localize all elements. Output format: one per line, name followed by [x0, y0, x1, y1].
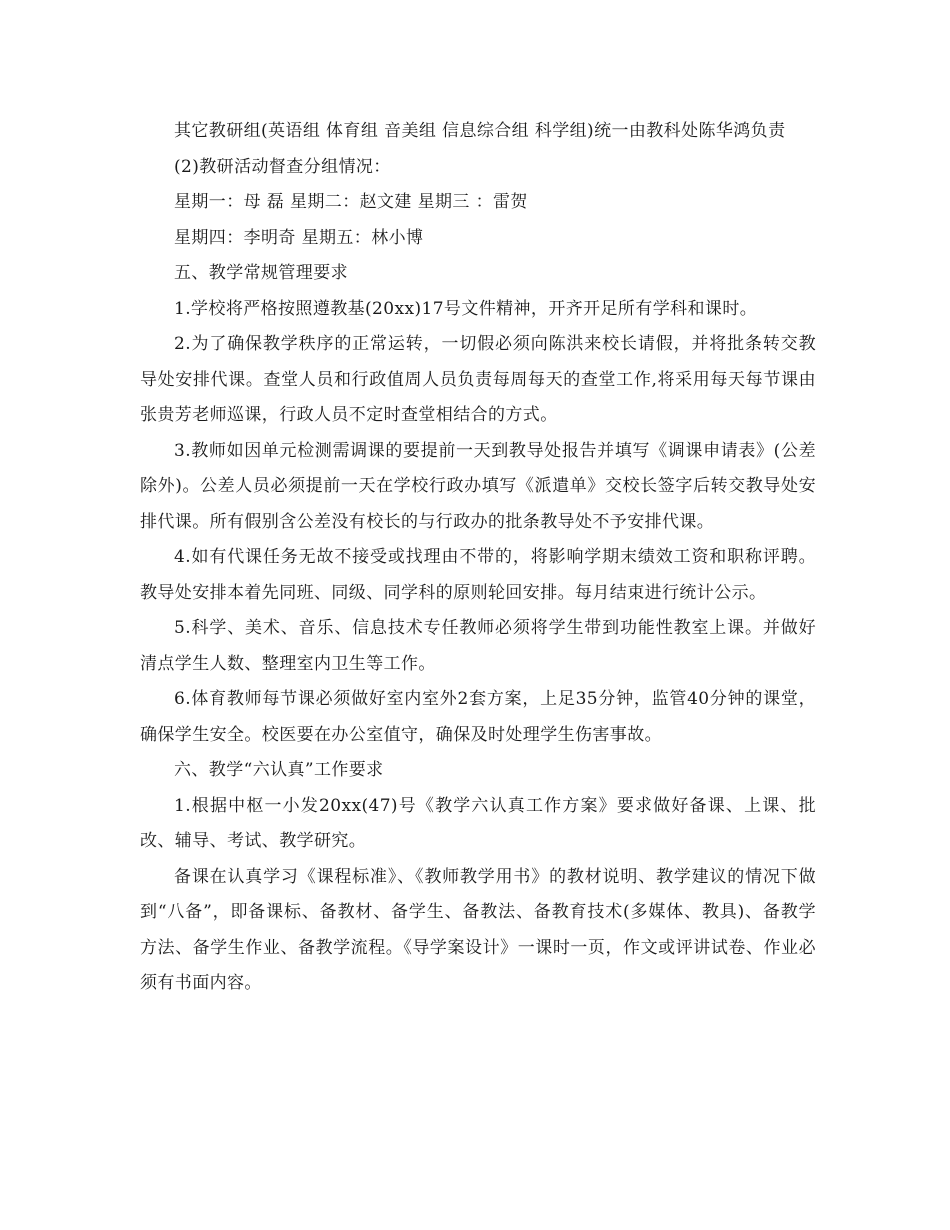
paragraph-item-4: 4.如有代课任务无故不接受或找理由不带的，将影响学期末绩效工资和职称评聘。教导处安排本着先同班、同级、同学科的原则轮回安排。每月结束进行统计公示。: [140, 547, 816, 603]
section-heading-six-earnest: 六、教学“六认真”工作要求: [174, 760, 384, 780]
paragraph-six-earnest-item-1: 1.根据中枢一小发20xx(47)号《教学六认真工作方案》要求做好备课、上课、批改、辅导、考试、教学研究。: [140, 795, 816, 851]
paragraph-other-groups: 其它教研组(英语组 体育组 音美组 信息综合组 科学组)统一由教科处陈华鸿负责: [174, 121, 786, 141]
paragraph-schedule-mon-wed: 星期一：母 磊 星期二：赵文建 星期三 ：雷贺: [174, 192, 528, 212]
paragraph-item-1: 1.学校将严格按照遵教基(20xx)17号文件精神，开齐开足所有学科和课时。: [174, 298, 758, 319]
paragraph-inspection-groups-heading: (2)教研活动督查分组情况：: [174, 156, 391, 177]
paragraph-schedule-thu-fri: 星期四：李明奇 星期五：林小博: [174, 227, 424, 248]
paragraph-item-2: 2.为了确保教学秩序的正常运转，一切假必须向陈洪来校长请假，并将批条转交教导处安排代课。查堂人员和行政值周人员负责每周每天的查堂工作,将采用每天每节课由张贵芳老师巡课，行政人员不定时查堂相结合的方式。: [140, 334, 816, 425]
paragraph-item-6: 6.体育教师每节课必须做好室内室外2套方案，上足35分钟，监管40分钟的课堂，确保学生安全。校医要在办公室值守，确保及时处理学生伤害事故。: [140, 689, 816, 745]
paragraph-lesson-prep: 备课在认真学习《课程标准》、《教师教学用书》的教材说明、教学建议的情况下做到“八备”，即备课标、备教材、备学生、备教法、备教育技术(多媒体、教具)、备教学方法、备学生作业、备教学流程。《导学案设计》一课时一页，作文或评讲试卷、作业必须有书面内容。: [140, 866, 816, 993]
section-heading-routine-management: 五、教学常规管理要求: [174, 263, 348, 283]
document-body: [140, 114, 816, 1002]
paragraph-item-5: 5.科学、美术、音乐、信息技术专任教师必须将学生带到功能性教室上课。并做好清点学生人数、整理室内卫生等工作。: [140, 618, 816, 674]
paragraph-item-3: 3.教师如因单元检测需调课的要提前一天到教导处报告并填写《调课申请表》(公差除外)。公差人员必须提前一天在学校行政办填写《派遣单》交校长签字后转交教导处安排代课。所有假别含公差没有校长的与行政办的批条教导处不予安排代课。: [140, 440, 816, 532]
